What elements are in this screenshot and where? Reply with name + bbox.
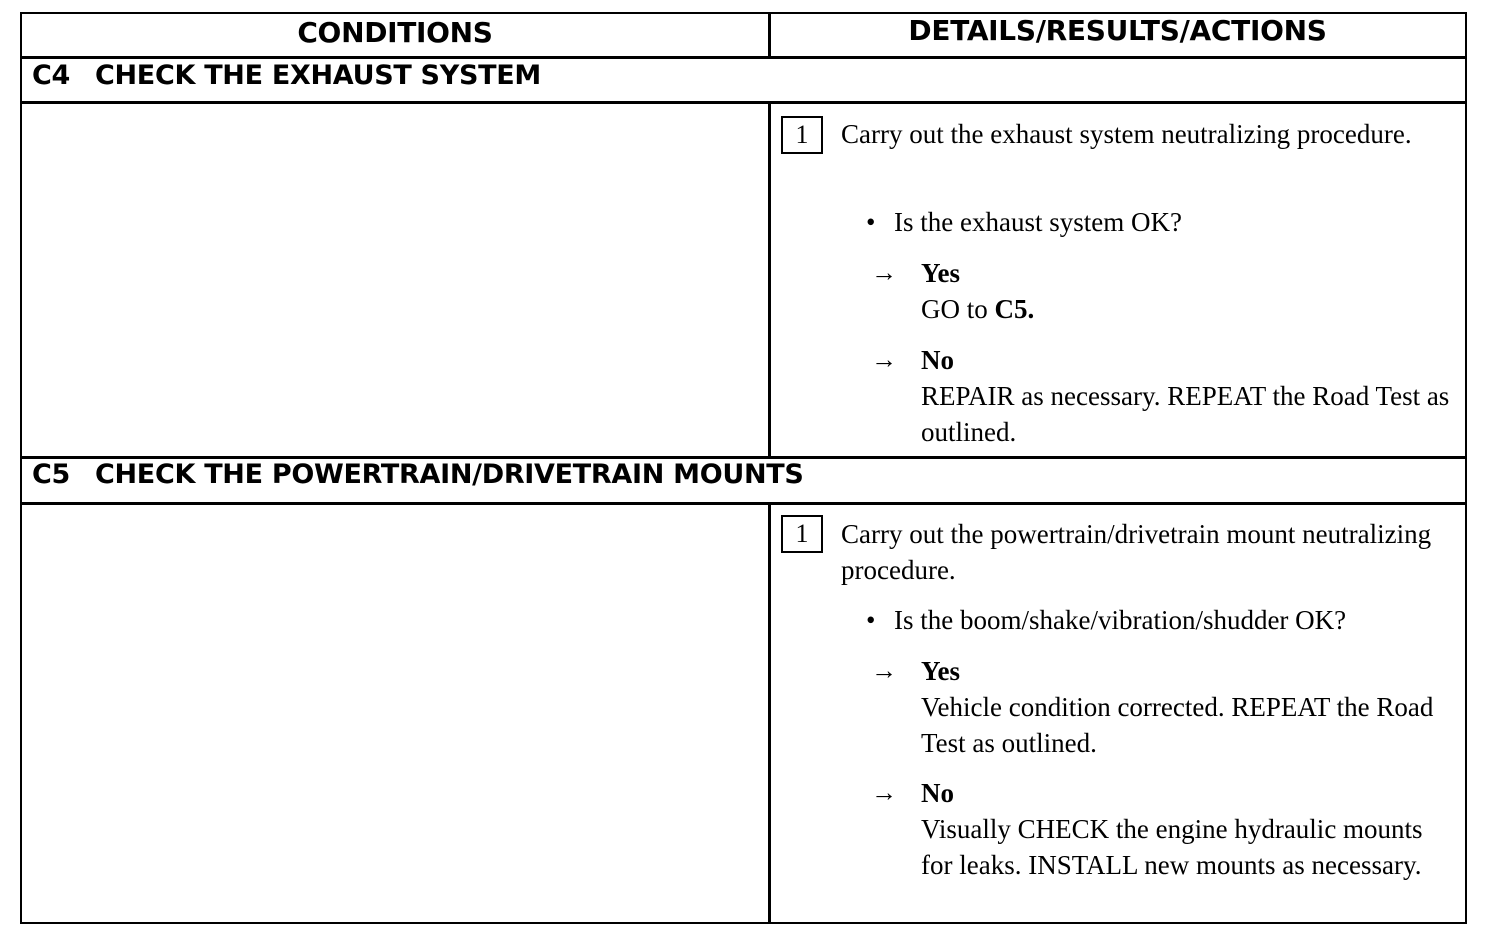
answer-label: Yes bbox=[921, 258, 960, 288]
arrow-right-icon: → bbox=[871, 345, 897, 374]
answer-yes bbox=[871, 653, 1481, 761]
answer-text-prefix: GO to bbox=[921, 294, 995, 324]
arrow-right-icon: → bbox=[871, 258, 897, 287]
section-code: C4 bbox=[32, 60, 71, 91]
section-code: C5 bbox=[32, 459, 71, 490]
row-divider bbox=[20, 101, 1467, 104]
step-number-box: 1 bbox=[781, 116, 823, 154]
answer-yes bbox=[871, 255, 1481, 327]
arrow-right-icon: → bbox=[871, 778, 897, 807]
answer-label: No bbox=[921, 345, 954, 375]
answer-text: Visually CHECK the engine hydraulic mounts for leaks. INSTALL new mounts as necessary. bbox=[921, 814, 1423, 880]
bullet-icon: • bbox=[866, 207, 876, 237]
column-divider bbox=[768, 503, 771, 924]
answer-no bbox=[871, 775, 1481, 883]
row-divider bbox=[20, 56, 1467, 59]
answer-label: Yes bbox=[921, 656, 960, 686]
answer-no bbox=[871, 342, 1481, 450]
arrow-right-icon: → bbox=[871, 656, 897, 685]
answer-label: No bbox=[921, 778, 954, 808]
answer-text: REPAIR as necessary. REPEAT the Road Test as outlined. bbox=[921, 381, 1450, 447]
question-text: Is the boom/shake/vibration/shudder OK? bbox=[894, 605, 1347, 635]
step-text: Carry out the exhaust system neutralizing procedure. bbox=[841, 119, 1412, 149]
section-title-c5 bbox=[32, 459, 804, 490]
goto-reference: C5. bbox=[994, 294, 1035, 324]
bullet-icon: • bbox=[866, 605, 876, 635]
section-title: CHECK THE EXHAUST SYSTEM bbox=[95, 60, 541, 91]
question-text: Is the exhaust system OK? bbox=[894, 207, 1182, 237]
column-divider bbox=[768, 102, 771, 458]
row-divider bbox=[20, 502, 1467, 505]
section-title: CHECK THE POWERTRAIN/DRIVETRAIN MOUNTS bbox=[95, 459, 804, 490]
step-number-box: 1 bbox=[781, 515, 823, 553]
step-text: Carry out the powertrain/drivetrain mount neutralizing procedure. bbox=[841, 519, 1432, 585]
answer-text bbox=[921, 291, 1481, 327]
question bbox=[866, 204, 1182, 240]
question bbox=[866, 602, 1346, 638]
answer-text: Vehicle condition corrected. REPEAT the Road Test as outlined. bbox=[921, 692, 1434, 758]
section-title-c4 bbox=[32, 60, 541, 91]
header-details: DETAILS/RESULTS/ACTIONS bbox=[908, 14, 1327, 47]
header-conditions: CONDITIONS bbox=[297, 16, 493, 49]
